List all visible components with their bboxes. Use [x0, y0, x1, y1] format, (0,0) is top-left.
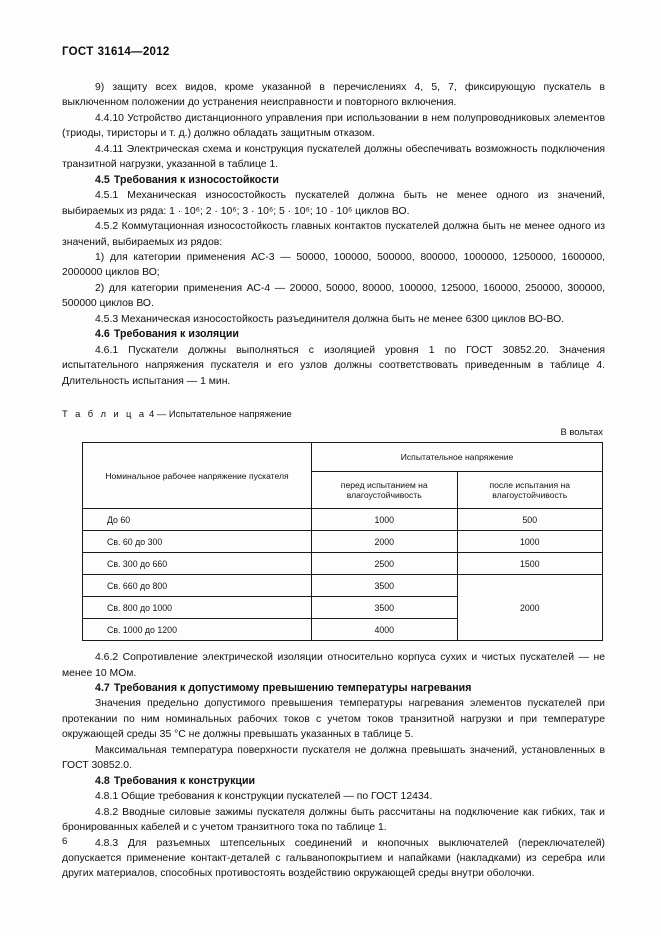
table-header-before-humidity: перед испытанием на влагоустойчивость [312, 472, 458, 509]
cell-before: 3500 [312, 597, 458, 619]
cell-voltage: Св. 660 до 800 [83, 575, 312, 597]
cell-voltage: Св. 60 до 300 [83, 531, 312, 553]
heading-4-5-title: Требования к износостойкости [113, 173, 279, 186]
heading-4-7-title: Требования к допустимому превышению температуры нагревания [113, 681, 472, 694]
table-row [83, 531, 603, 553]
cell-after: 1500 [457, 553, 603, 575]
clause-4-5-2: 4.5.2 Коммутационная износостойкость главных контактов пускателей должна быть не менее одного из значений, выбираемых из рядов: [62, 221, 605, 248]
clause-4-5-3: 4.5.3 Механическая износостойкость разъединителя должна быть не менее 6300 циклов ВО-ВО. [95, 313, 565, 325]
clause-4-5-2-item-1: 1) для категории применения АС-3 — 50000, 100000, 500000, 800000, 1000000, 1250000, 1600000, 2000000 циклов ВО; [62, 251, 605, 279]
table-header-rated-voltage: Номинальное рабочее напряжение пускателя [83, 443, 312, 509]
heading-4-8 [62, 774, 605, 789]
cell-voltage: Св. 300 до 660 [83, 553, 312, 575]
table-row [83, 509, 603, 531]
clause-4-8-1: 4.8.1 Общие требования к конструкции пускателей — по ГОСТ 12434. [95, 791, 433, 803]
page-content [62, 46, 605, 882]
table-header-test-voltage-group: Испытательное напряжение [312, 443, 603, 472]
table-caption [62, 408, 605, 419]
clause-4-5-1-series: 1 · 10⁶; 2 · 10⁶; 3 · 10⁶; 5 · 10⁶; 10 · 10⁶ циклов ВО. [169, 205, 410, 217]
table-caption-dash: — [156, 408, 167, 420]
table-caption-number: 4 [149, 408, 155, 420]
cell-before: 2000 [312, 531, 458, 553]
table-caption-label: Т а б л и ц а [62, 408, 147, 420]
clause-4-5-1 [62, 188, 605, 219]
table-units-note: В вольтах [560, 426, 603, 438]
clause-4-6-2: 4.6.2 Сопротивление электрической изоляции относительно корпуса сухих и чистых пускателей — не менее 10 МОм. [62, 652, 605, 679]
cell-before: 4000 [312, 619, 458, 641]
table-caption-title: Испытательное напряжение [168, 408, 292, 420]
heading-4-7-number: 4.7 [95, 681, 110, 694]
clause-4-7-paragraph-2: Максимальная температура поверхности пускателя не должна превышать значений, установленных в ГОСТ 30852.0. [62, 744, 605, 772]
cell-voltage: Св. 1000 до 1200 [83, 619, 312, 641]
cell-before: 1000 [312, 509, 458, 531]
clause-4-6-1: 4.6.1 Пускатели должны выполняться с изоляцией уровня 1 по ГОСТ 30852.20. Значения испытательного напряжения пускателя и его узлов должны соответствовать приведенным в таблице 4. Длительность испытания — 1 мин. [62, 344, 605, 387]
clause-4-4-10: 4.4.10 Устройство дистанционного управления при использовании в нем полупроводниковых элементов (триоды, тиристоры и т. д.) должно обладать защитным отказом. [62, 112, 605, 140]
page-number: 6 [62, 836, 68, 847]
cell-after-merged: 2000 [457, 575, 603, 641]
clause-4-5-1-text: 4.5.1 Механическая износостойкость пускателей должна быть не менее одного из значений, выбираемых из ряда: [62, 190, 605, 217]
standard-word: ГОСТ [62, 46, 94, 58]
heading-4-6-title: Требования к изоляции [113, 328, 239, 341]
heading-4-6-number: 4.6 [95, 328, 110, 341]
clause-4-7-paragraph-1: Значения предельно допустимого превышения температуры нагревания элементов пускателей при протекании по ним номинальных рабочих токов с учетом токов транзитной нагрузки и при температуре окружающей среды 35 °С не должны превышать указанных в таблице 5. [62, 698, 605, 741]
standard-number: 31614—2012 [97, 46, 170, 58]
cell-after: 500 [457, 509, 603, 531]
cell-voltage: До 60 [83, 509, 312, 531]
clause-4-5-2-item-2: 2) для категории применения АС-4 — 20000, 50000, 80000, 100000, 125000, 160000, 250000, 300000, 500000 циклов ВО. [62, 282, 605, 310]
table-body [83, 509, 603, 641]
heading-4-8-number: 4.8 [95, 774, 110, 787]
cell-after: 1000 [457, 531, 603, 553]
heading-4-5-number: 4.5 [95, 173, 110, 186]
table-header-after-humidity: после испытания на влагоустойчивость [457, 472, 603, 509]
cell-before: 2500 [312, 553, 458, 575]
heading-4-8-title: Требования к конструкции [113, 774, 256, 787]
heading-4-7 [62, 681, 605, 696]
table-row [83, 553, 603, 575]
table-header-row-1 [83, 443, 603, 472]
document-header [62, 46, 605, 58]
clause-4-8-2: 4.8.2 Вводные силовые зажимы пускателя должны быть рассчитаны на подключение как гибких, так и бронированных кабелей и с учетом транзитного тока по таблице 1. [62, 806, 605, 834]
clause-4-4-11: 4.4.11 Электрическая схема и конструкция пускателей должны обеспечивать возможность подключения транзитной нагрузки, указанной в таблице 1. [62, 143, 605, 171]
list-item-9: 9) защиту всех видов, кроме указанной в перечислениях 4, 5, 7, фиксирующую пускатель в выключенном положении до устранения неисправности и повторного включения. [62, 82, 605, 109]
heading-4-5 [62, 173, 605, 188]
heading-4-6 [62, 327, 605, 342]
test-voltage-table [82, 442, 603, 641]
table-row [83, 575, 603, 597]
cell-voltage: Св. 800 до 1000 [83, 597, 312, 619]
cell-before: 3500 [312, 575, 458, 597]
clause-4-8-3: 4.8.3 Для разъемных штепсельных соединений и кнопочных выключателей (переключателей) допускается применение контакт-деталей с гальванопокрытием и напайками (накладками) из серебра или других материалов, способных противостоять воздействию окружающей среды внутри оболочки. [62, 837, 605, 880]
table-head [83, 443, 603, 509]
